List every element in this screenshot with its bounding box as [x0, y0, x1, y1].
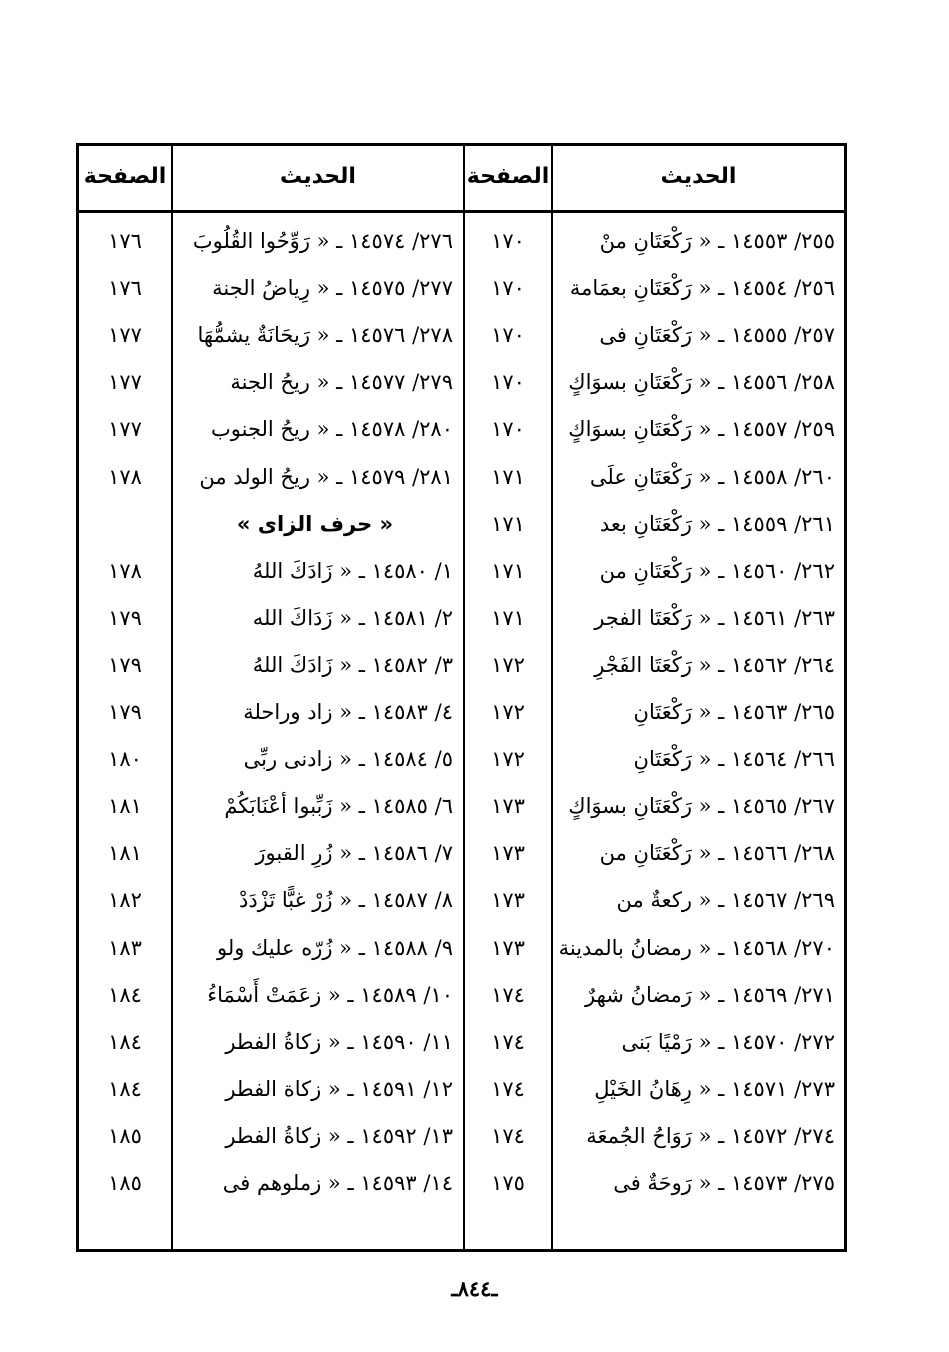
hadith-entry: ٢٦٤/ ١٤٥٦٢ ـ « رَكْعَتَا الفَجْرِ	[594, 652, 835, 677]
header-divider	[79, 210, 844, 213]
hadith-entry: ٢٧٤/ ١٤٥٧٢ ـ « رَوَاحُ الجُمعَة	[586, 1123, 835, 1148]
page-ref: ١٧٢	[491, 700, 525, 724]
page-ref: ١٧٩	[108, 652, 142, 677]
hadith-entry: ٢٧٠/ ١٤٥٦٨ ـ « رمضانُ بالمدينة	[558, 935, 835, 960]
page-ref: ١٧١	[491, 605, 525, 630]
hadith-entry: ٢٨٠/ ١٤٥٧٨ ـ « ريحُ الجنوب	[210, 417, 453, 442]
page-ref: ١٧٤	[491, 1123, 525, 1148]
hadith-entry: ١/ ١٤٥٨٠ ـ « زَادَكَ اللهُ	[252, 558, 453, 583]
hadith-entry: ١٠/ ١٤٥٨٩ ـ « زعَمَتْ أَسْمَاءُ	[207, 982, 453, 1007]
hadith-entry: ٢٧٩/ ١٤٥٧٧ ـ « ريحُ الجنة	[230, 370, 453, 395]
hadith-entry: ١٣/ ١٤٥٩٢ ـ « زكاةُ الفطر	[225, 1123, 453, 1148]
page-ref: ١٧٨	[108, 558, 142, 583]
page-ref: ١٧٩	[108, 700, 142, 724]
hadith-entry: ٢٥٥/ ١٤٥٥٣ ـ « رَكْعَتَانِ منْ	[599, 229, 835, 253]
header-page-left: الصفحة	[83, 164, 167, 189]
page-ref: ١٧٢	[491, 747, 525, 772]
page-ref: ١٨٠	[108, 747, 142, 772]
hadith-entry: ٢٧٦/ ١٤٥٧٤ ـ « رَوِّحُوا القُلُوبَ	[192, 229, 453, 253]
hadith-entry: ٥/ ١٤٥٨٤ ـ « زادنى ربِّى	[243, 747, 453, 772]
page-ref: ١٧٠	[491, 417, 525, 442]
page-ref: ١٧٤	[491, 1076, 525, 1101]
page-ref: ١٧٨	[108, 464, 142, 489]
hadith-entry: ٢٦٦/ ١٤٥٦٤ ـ « رَكْعَتَانِ	[633, 747, 835, 772]
hadith-entry: ٩/ ١٤٥٨٨ ـ « زُرّه عليك ولو	[216, 935, 453, 960]
hadith-entry: ١٢/ ١٤٥٩١ ـ « زكاة الفطر	[225, 1076, 453, 1101]
page-ref: ١٨٤	[108, 1029, 142, 1054]
page-ref: ١٧٠	[491, 276, 525, 301]
hadith-entry: ٦/ ١٤٥٨٥ ـ « زَبِّبوا أعْنَابَكُمْ	[224, 794, 453, 819]
page-ref: ١٨٢	[108, 888, 142, 913]
page-ref: ١٧٣	[491, 841, 525, 866]
hadith-entry: ١٤/ ١٤٥٩٣ ـ « زملوهم فى	[222, 1171, 453, 1195]
column-divider	[551, 146, 553, 1249]
page-ref: ١٧٦	[108, 276, 142, 301]
page-ref: ١٨٤	[108, 1076, 142, 1101]
page-ref: ١٨٤	[108, 982, 142, 1007]
hadith-entry: ٢٧٢/ ١٤٥٧٠ ـ « رَمْيًا بَنى	[621, 1029, 835, 1054]
hadith-entry: ٧/ ١٤٥٨٦ ـ « زُرِ القبورَ	[255, 841, 453, 866]
hadith-entry: ٢٧٣/ ١٤٥٧١ ـ « رِهَانُ الخَيْلِ	[594, 1076, 835, 1101]
hadith-entry: ٣/ ١٤٥٨٢ ـ « زَادَكَ اللهُ	[252, 652, 453, 677]
page-ref: ١٧١	[491, 558, 525, 583]
hadith-entry: ٢٧٥/ ١٤٥٧٣ ـ « رَوحَةٌ فى	[613, 1171, 835, 1195]
hadith-entry: ٢٥٨/ ١٤٥٥٦ ـ « رَكْعَتَانِ بسوَاكٍ	[568, 370, 835, 395]
page-ref: ١٧٠	[491, 370, 525, 395]
hadith-entry: ٢٧١/ ١٤٥٦٩ ـ « رَمضانُ شهرٌ	[584, 982, 835, 1007]
header-hadith-left: الحديث	[280, 164, 356, 189]
page-ref: ١٧٢	[491, 652, 525, 677]
page-ref: ١٧٣	[491, 794, 525, 819]
header-page-right: الصفحة	[466, 164, 550, 189]
page-ref: ١٨٥	[108, 1171, 142, 1195]
hadith-entry: ٢٥٦/ ١٤٥٥٤ ـ « رَكْعَتَانِ بعمَامة	[569, 276, 835, 301]
hadith-entry: ٢٨١/ ١٤٥٧٩ ـ « ريحُ الولد من	[199, 464, 453, 489]
page-ref: ١٧٩	[108, 605, 142, 630]
page-ref: ١٧٣	[491, 888, 525, 913]
header-hadith-right: الحديث	[660, 164, 737, 189]
section-heading: « حرف الزاى »	[236, 511, 394, 536]
index-table	[76, 143, 847, 1252]
hadith-entry: ٢٦٧/ ١٤٥٦٥ ـ « رَكْعَتَانِ بسوَاكٍ	[568, 794, 835, 819]
hadith-entry: ٢٧٧/ ١٤٥٧٥ ـ « رِياضُ الجنة	[212, 276, 453, 301]
page-ref: ١٧٧	[108, 370, 142, 395]
hadith-entry: ٢٦٣/ ١٤٥٦١ ـ « رَكْعَتَا الفجر	[594, 605, 835, 630]
page-ref: ١٨٣	[108, 935, 142, 960]
hadith-entry: ١١/ ١٤٥٩٠ ـ « زكاةُ الفطر	[225, 1029, 453, 1054]
page-ref: ١٨١	[108, 841, 142, 866]
page-ref: ١٧٤	[491, 1029, 525, 1054]
hadith-entry: ٢٥٧/ ١٤٥٥٥ ـ « رَكْعَتَانِ فى	[599, 323, 835, 348]
hadith-entry: ٢٧٨/ ١٤٥٧٦ ـ « رَيحَانَةٌ يشمُّهَا	[197, 323, 453, 348]
hadith-entry: ٢٦٢/ ١٤٥٦٠ ـ « رَكْعَتَانِ من	[599, 558, 835, 583]
page-ref: ١٧٠	[491, 323, 525, 348]
page-ref: ١٧٧	[108, 323, 142, 348]
column-divider	[171, 146, 173, 1249]
page-ref: ١٧٣	[491, 935, 525, 960]
page-ref: ١٨١	[108, 794, 142, 819]
page-ref: ١٧٠	[491, 229, 525, 253]
hadith-entry: ٢٦٩/ ١٤٥٦٧ ـ « ركعةٌ من	[616, 888, 835, 913]
hadith-entry: ٢/ ١٤٥٨١ ـ « زَدَاكَ الله	[252, 605, 453, 630]
page-ref: ١٨٥	[108, 1123, 142, 1148]
page-ref: ١٧٦	[108, 229, 142, 253]
hadith-entry: ٢٦١/ ١٤٥٥٩ ـ « رَكْعَتَانِ بعد	[599, 511, 835, 536]
page-ref: ١٧٤	[491, 982, 525, 1007]
page-ref: ١٧٥	[491, 1171, 525, 1195]
hadith-entry: ٢٥٩/ ١٤٥٥٧ ـ « رَكْعَتَانِ بسوَاكٍ	[568, 417, 835, 442]
hadith-entry: ٨/ ١٤٥٨٧ ـ « زُرْ غبًّا تَزْدَدْ	[239, 888, 453, 913]
hadith-entry: ٢٦٠/ ١٤٥٥٨ ـ « رَكْعَتَانِ علَى	[589, 464, 835, 489]
page-ref: ١٧١	[491, 511, 525, 536]
hadith-entry: ٤/ ١٤٥٨٣ ـ « زاد وراحلة	[243, 700, 453, 724]
hadith-entry: ٢٦٨/ ١٤٥٦٦ ـ « رَكْعَتَانِ من	[599, 841, 835, 866]
hadith-entry: ٢٦٥/ ١٤٥٦٣ ـ « رَكْعَتَانِ	[633, 700, 835, 724]
page-number: ـ٨٤٤ـ	[451, 1276, 498, 1301]
page-ref: ١٧٧	[108, 417, 142, 442]
page-ref: ١٧١	[491, 464, 525, 489]
page-ref	[79, 501, 171, 548]
